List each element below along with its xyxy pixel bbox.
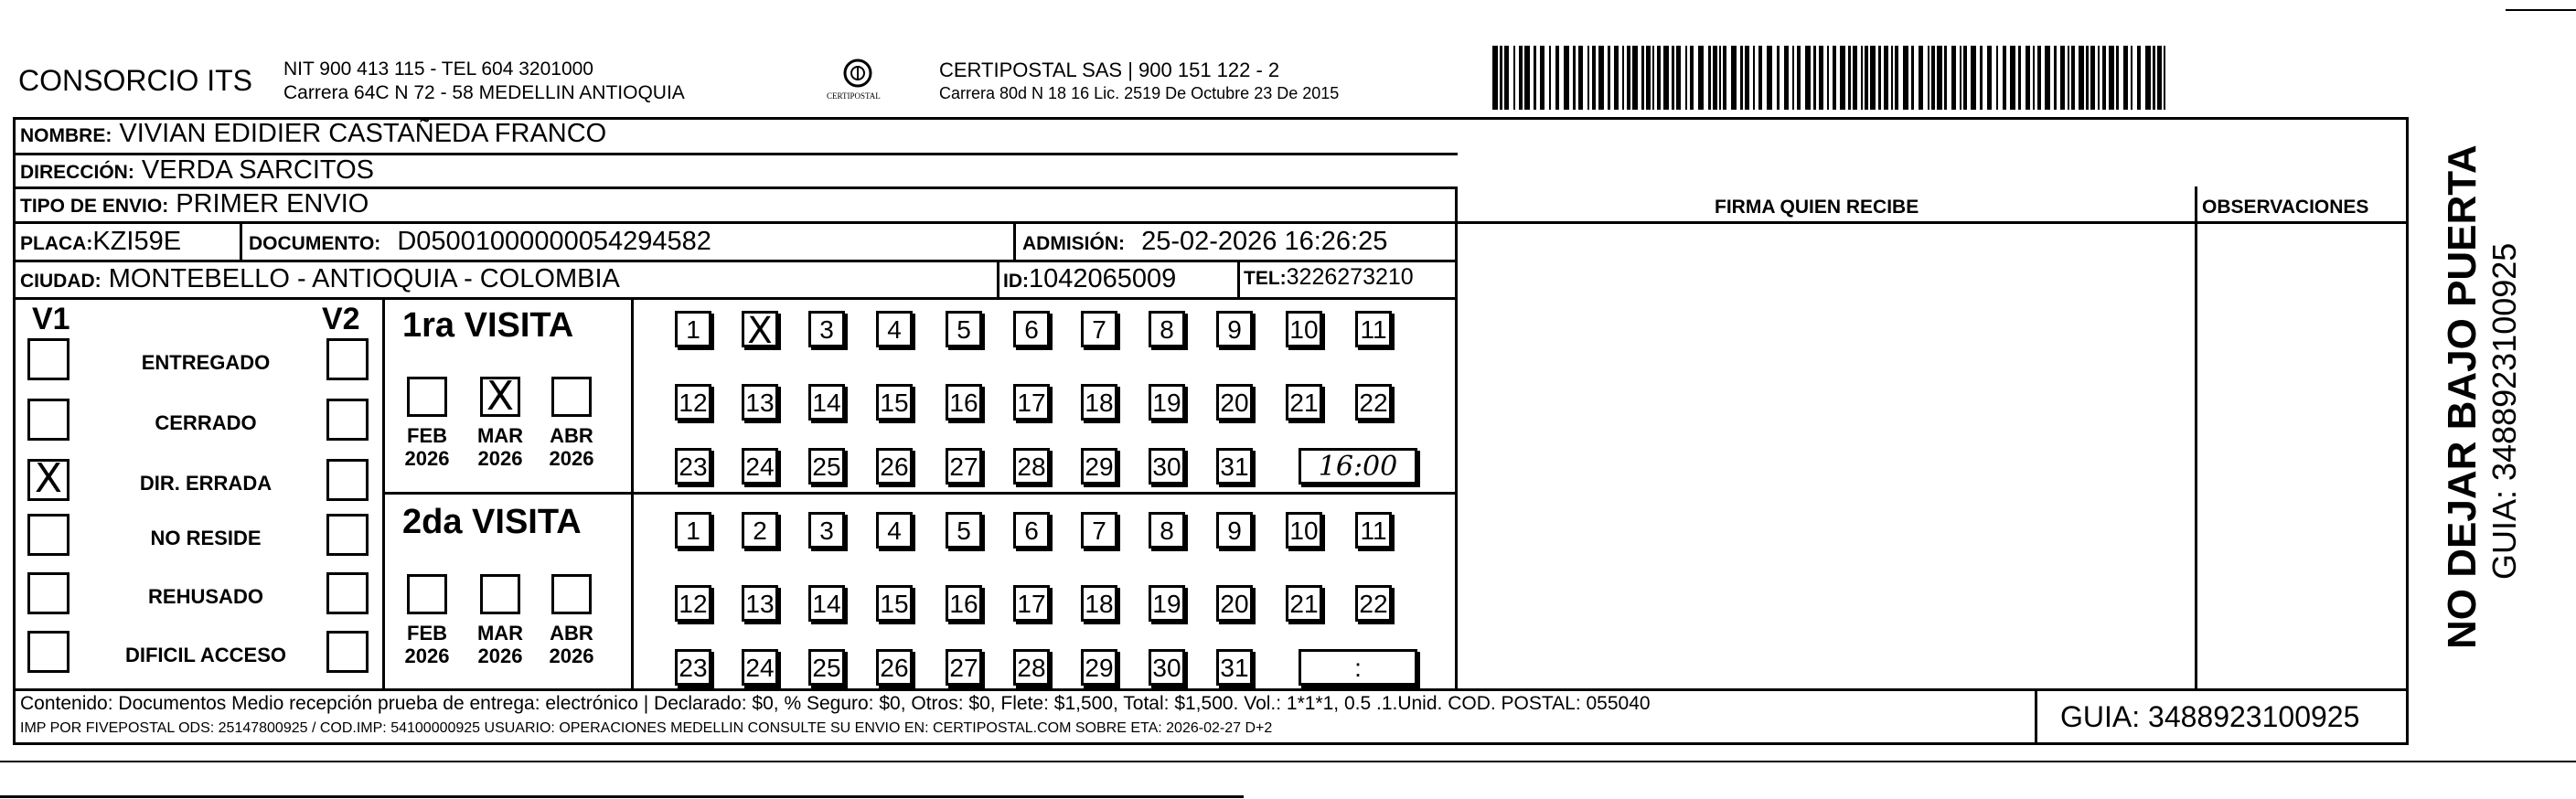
barcode-bar	[1987, 46, 1992, 110]
admision-row	[1022, 227, 1387, 257]
firma-label: FIRMA QUIEN RECIBE	[1715, 197, 1919, 218]
id-label: ID:	[1003, 271, 1029, 292]
day-box[interactable]: 2	[742, 512, 778, 549]
status-label: DIFICIL ACCESO	[124, 644, 286, 666]
day-box[interactable]: 15	[876, 384, 913, 421]
day-box[interactable]: 7	[1081, 311, 1117, 347]
barcode-bar	[1657, 46, 1661, 110]
barcode-bar	[1622, 46, 1624, 110]
barcode-bar	[1919, 46, 1923, 110]
barcode-bar	[1758, 46, 1762, 110]
barcode-bar	[1549, 46, 1551, 110]
barcode-bar	[1698, 46, 1704, 110]
barcode-bar	[1878, 46, 1881, 110]
barcode-bar	[1731, 46, 1737, 110]
tel-label: TEL:	[1244, 268, 1287, 289]
barcode-bar	[1513, 46, 1515, 110]
day-box[interactable]: 20	[1216, 585, 1253, 622]
barcode-bar	[1627, 46, 1630, 110]
day-box[interactable]: 22	[1355, 384, 1392, 421]
barcode-bar	[1819, 46, 1823, 110]
placa-label: PLACA:	[20, 233, 93, 254]
year-label: 2026	[404, 447, 450, 470]
barcode-bar	[2116, 46, 2119, 110]
barcode	[1492, 46, 2174, 110]
barcode-bar	[1663, 46, 1669, 110]
nombre-label: NOMBRE:	[20, 125, 112, 146]
barcode-bar	[1944, 46, 1947, 110]
day-box[interactable]: 24	[742, 649, 778, 686]
day-box[interactable]: 31	[1216, 649, 1253, 686]
day-box[interactable]: 10	[1286, 311, 1322, 347]
barcode-bar	[1672, 46, 1674, 110]
side-guia: GUIA: 3488923100925	[2485, 242, 2523, 580]
barcode-bar	[1641, 46, 1644, 110]
barcode-bar	[2071, 46, 2075, 110]
year-label: 2026	[404, 645, 450, 667]
day-box[interactable]: 31	[1216, 448, 1253, 485]
nombre-row	[20, 119, 606, 149]
barcode-bar	[1792, 46, 1794, 110]
ciudad-row	[20, 264, 620, 294]
tel-row	[1244, 264, 1414, 291]
status-label: DIR. ERRADA	[139, 472, 273, 495]
form-frame	[13, 117, 2409, 745]
day-box[interactable]: 12	[675, 384, 711, 421]
barcode-bar	[2153, 46, 2155, 110]
ciudad-label: CIUDAD:	[20, 271, 102, 292]
day-box[interactable]: 28	[1013, 649, 1050, 686]
documento-label: DOCUMENTO:	[249, 233, 381, 254]
barcode-bar	[2045, 46, 2050, 110]
barcode-bar	[1848, 46, 1851, 110]
day-box[interactable]: 30	[1149, 649, 1185, 686]
barcode-bar	[2026, 46, 2030, 110]
barcode-bar	[2068, 46, 2069, 110]
admision-value: 25-02-2026 16:26:25	[1141, 227, 1388, 256]
day-box[interactable]: 13	[742, 384, 778, 421]
status-label: NO RESIDE	[150, 527, 262, 549]
barcode-bar	[1767, 46, 1772, 110]
barcode-bar	[2123, 46, 2128, 110]
barcode-bar	[1713, 46, 1717, 110]
month-label: MAR	[476, 622, 524, 645]
barcode-bar	[1937, 46, 1942, 110]
barcode-bar	[1740, 46, 1743, 110]
v1-checkbox[interactable]: X	[27, 459, 69, 501]
barcode-bar	[1632, 46, 1638, 110]
tipo-label: TIPO DE ENVIO:	[20, 196, 169, 217]
barcode-bar	[2079, 46, 2084, 110]
barcode-bar	[2090, 46, 2095, 110]
day-box[interactable]: 18	[1081, 384, 1117, 421]
first-visit-title: 1ra VISITA	[402, 306, 574, 345]
barcode-bar	[1951, 46, 1956, 110]
barcode-bar	[1784, 46, 1789, 110]
day-box[interactable]: 22	[1355, 585, 1392, 622]
v2-checkbox[interactable]	[326, 631, 369, 673]
barcode-bar	[1690, 46, 1694, 110]
logo-caption: CERTIPOSTAL	[827, 91, 881, 101]
company-nit: NIT 900 413 115 - TEL 604 3201000	[283, 59, 593, 80]
day-box[interactable]: 5	[946, 311, 982, 347]
day-box[interactable]: X	[742, 311, 778, 347]
barcode-bar	[1745, 46, 1749, 110]
status-label: REHUSADO	[148, 585, 263, 608]
month-checkbox[interactable]	[551, 574, 592, 614]
barcode-bar	[1723, 46, 1726, 110]
day-box[interactable]: 3	[808, 512, 845, 549]
barcode-bar	[1865, 46, 1868, 110]
v1-checkbox[interactable]	[27, 572, 69, 614]
month-label: ABR	[550, 424, 593, 447]
barcode-bar	[1719, 46, 1721, 110]
day-box[interactable]: 4	[876, 512, 913, 549]
certipostal-logo	[827, 55, 885, 108]
barcode-bar	[2054, 46, 2057, 110]
day-box[interactable]: 11	[1355, 512, 1392, 549]
day-box[interactable]: 19	[1149, 585, 1185, 622]
month-checkbox[interactable]	[551, 377, 592, 417]
barcode-bar	[2033, 46, 2035, 110]
barcode-bar	[1971, 46, 1976, 110]
barcode-bar	[1708, 46, 1711, 110]
barcode-bar	[2102, 46, 2106, 110]
day-box[interactable]: 8	[1149, 512, 1185, 549]
day-box[interactable]: 18	[1081, 585, 1117, 622]
day-box[interactable]: 5	[946, 512, 982, 549]
day-box[interactable]: 7	[1081, 512, 1117, 549]
ciudad-value: MONTEBELLO - ANTIOQUIA - COLOMBIA	[108, 264, 620, 293]
day-box[interactable]: 25	[808, 649, 845, 686]
day-box[interactable]: 21	[1286, 585, 1322, 622]
corner-rule	[2506, 9, 2576, 11]
barcode-bar	[2037, 46, 2041, 110]
v2-checkbox[interactable]	[326, 459, 369, 501]
direccion-row	[20, 155, 374, 186]
side-warning: NO DEJAR BAJO PUERTA	[2440, 144, 2485, 649]
second-visit-title: 2da VISITA	[402, 503, 582, 541]
month-checkbox[interactable]	[407, 377, 447, 417]
barcode-bar	[1963, 46, 1967, 110]
barcode-bar	[2098, 46, 2100, 110]
barcode-bar	[1504, 46, 1509, 110]
day-box[interactable]: 20	[1216, 384, 1253, 421]
day-box[interactable]: 25	[808, 448, 845, 485]
barcode-bar	[1646, 46, 1651, 110]
barcode-bar	[2137, 46, 2141, 110]
day-box[interactable]: 27	[946, 448, 982, 485]
day-box[interactable]: 30	[1149, 448, 1185, 485]
day-box[interactable]: 16	[946, 585, 982, 622]
day-box[interactable]: 11	[1355, 311, 1392, 347]
barcode-bar	[2060, 46, 2065, 110]
day-box[interactable]: 6	[1013, 512, 1050, 549]
day-box[interactable]: 14	[808, 585, 845, 622]
nombre-value: VIVIAN EDIDIER CASTAÑEDA FRANCO	[119, 119, 607, 148]
barcode-bar	[1540, 46, 1545, 110]
barcode-bar	[1931, 46, 1935, 110]
barcode-bar	[1928, 46, 1929, 110]
day-box[interactable]: 29	[1081, 649, 1117, 686]
tipo-value: PRIMER ENVIO	[176, 189, 369, 218]
day-box[interactable]: 9	[1216, 512, 1253, 549]
footer-guia: GUIA: 3488923100925	[2060, 700, 2360, 733]
day-box[interactable]: 6	[1013, 311, 1050, 347]
day-box[interactable]: 17	[1013, 384, 1050, 421]
year-label: 2026	[549, 645, 594, 667]
v2-checkbox[interactable]	[326, 514, 369, 556]
month-label: ABR	[550, 622, 593, 645]
carrier-name: CERTIPOSTAL SAS | 900 151 122 - 2	[939, 59, 1280, 81]
barcode-bar	[1797, 46, 1801, 110]
day-box[interactable]: 17	[1013, 585, 1050, 622]
barcode-bar	[1676, 46, 1681, 110]
barcode-bar	[2003, 46, 2006, 110]
month-checkbox[interactable]	[407, 574, 447, 614]
barcode-bar	[1827, 46, 1829, 110]
admision-label: ADMISIÓN:	[1022, 233, 1125, 254]
month-checkbox[interactable]	[480, 574, 520, 614]
id-row	[1003, 264, 1176, 294]
barcode-bar	[1903, 46, 1908, 110]
barcode-bar	[1598, 46, 1604, 110]
barcode-bar	[1573, 46, 1576, 110]
direccion-label: DIRECCIÓN:	[20, 162, 134, 183]
tel-value: 3226273210	[1286, 264, 1414, 290]
v2-checkbox[interactable]	[326, 572, 369, 614]
barcode-bar	[1652, 46, 1654, 110]
barcode-bar	[1555, 46, 1559, 110]
barcode-bar	[2157, 46, 2162, 110]
id-value: 1042065009	[1029, 264, 1177, 293]
barcode-bar	[1895, 46, 1898, 110]
v2-label: V2	[322, 302, 360, 336]
barcode-bar	[1884, 46, 1888, 110]
barcode-bar	[1861, 46, 1863, 110]
month-label: MAR	[476, 424, 524, 447]
tipo-row	[20, 189, 369, 219]
carrier-license: Carrera 80d N 18 16 Lic. 2519 De Octubre 23 De 2015	[939, 84, 1340, 102]
barcode-bar	[2010, 46, 2015, 110]
year-label: 2026	[477, 645, 523, 667]
barcode-bar	[1891, 46, 1893, 110]
day-box[interactable]: 4	[876, 311, 913, 347]
footer-contenido: Contenido: Documentos Medio recepción prueba de entrega: electrónico | Declarado: $0, % Seguro: $0, Otros: $0, Flete: $1,500, Total: $1,500. Vol.: 1*1*1, 0.5 .1.Unid. COD. POSTAL: 055040	[20, 693, 1651, 714]
day-box[interactable]: 23	[675, 448, 711, 485]
month-label: FEB	[407, 424, 447, 447]
direccion-value: VERDA SARCITOS	[141, 155, 374, 185]
barcode-bar	[1805, 46, 1811, 110]
day-box[interactable]: 23	[675, 649, 711, 686]
barcode-bar	[2109, 46, 2114, 110]
barcode-bar	[1492, 46, 1498, 110]
day-box[interactable]: 8	[1149, 311, 1185, 347]
day-box[interactable]: 12	[675, 585, 711, 622]
day-box[interactable]: 21	[1286, 384, 1322, 421]
day-box[interactable]: 28	[1013, 448, 1050, 485]
barcode-bar	[1980, 46, 1983, 110]
observaciones-label: OBSERVACIONES	[2202, 197, 2369, 218]
day-box[interactable]: 1	[675, 311, 711, 347]
barcode-bar	[1587, 46, 1589, 110]
barcode-bar	[1911, 46, 1914, 110]
bottom-stub-rule	[0, 795, 1244, 798]
day-box[interactable]: 26	[876, 448, 913, 485]
day-box[interactable]: 24	[742, 448, 778, 485]
day-box[interactable]: 10	[1286, 512, 1322, 549]
status-label: ENTREGADO	[141, 351, 271, 374]
barcode-bar	[1833, 46, 1836, 110]
v1-checkbox[interactable]	[27, 338, 69, 380]
barcode-bar	[1870, 46, 1876, 110]
barcode-bar	[2131, 46, 2132, 110]
time-box[interactable]: :	[1299, 649, 1417, 686]
barcode-bar	[2018, 46, 2021, 110]
barcode-bar	[2164, 46, 2165, 110]
month-label: FEB	[407, 622, 447, 645]
v1-checkbox[interactable]	[27, 399, 69, 441]
day-box[interactable]: 16	[946, 384, 982, 421]
barcode-bar	[1996, 46, 1998, 110]
month-checkbox[interactable]: X	[480, 377, 520, 417]
barcode-bar	[1777, 46, 1780, 110]
barcode-bar	[1519, 46, 1523, 110]
barcode-bar	[1840, 46, 1845, 110]
documento-row	[249, 227, 711, 257]
day-box[interactable]: 26	[876, 649, 913, 686]
v1-checkbox[interactable]	[27, 631, 69, 673]
footer-imp: IMP POR FIVEPOSTAL ODS: 25147800925 / COD.IMP: 54100000925 USUARIO: OPERACIONES MEDELLIN CONSULTE SU ENVIO EN: CERTIPOSTAL.COM SOBRE ETA: 2026-02-27 D+2	[20, 720, 1273, 736]
barcode-bar	[1564, 46, 1569, 110]
day-box[interactable]: 19	[1149, 384, 1185, 421]
year-label: 2026	[549, 447, 594, 470]
barcode-bar	[1534, 46, 1536, 110]
barcode-bar	[1578, 46, 1583, 110]
day-box[interactable]: 29	[1081, 448, 1117, 485]
company-name: CONSORCIO ITS	[18, 64, 253, 97]
day-box[interactable]: 1	[675, 512, 711, 549]
placa-value: KZI59E	[92, 227, 182, 256]
barcode-bar	[1685, 46, 1687, 110]
barcode-bar	[1614, 46, 1619, 110]
barcode-bar	[1853, 46, 1857, 110]
barcode-bar	[2145, 46, 2151, 110]
barcode-bar	[1608, 46, 1610, 110]
barcode-bar	[1592, 46, 1596, 110]
day-box[interactable]: 3	[808, 311, 845, 347]
day-box[interactable]: 27	[946, 649, 982, 686]
day-box[interactable]: 13	[742, 585, 778, 622]
v2-checkbox[interactable]	[326, 399, 369, 441]
barcode-bar	[1500, 46, 1502, 110]
v1-label: V1	[32, 302, 70, 336]
v2-checkbox[interactable]	[326, 338, 369, 380]
placa-row	[20, 227, 181, 257]
day-box[interactable]: 15	[876, 585, 913, 622]
day-box[interactable]: 14	[808, 384, 845, 421]
barcode-bar	[1960, 46, 1961, 110]
barcode-bar	[1813, 46, 1816, 110]
bottom-rule	[0, 761, 2576, 762]
day-box[interactable]: 9	[1216, 311, 1253, 347]
time-box[interactable]: 16:00	[1299, 448, 1417, 485]
barcode-bar	[1753, 46, 1755, 110]
barcode-bar	[1524, 46, 1530, 110]
v1-checkbox[interactable]	[27, 514, 69, 556]
documento-value: D05001000000054294582	[397, 227, 711, 256]
barcode-bar	[2086, 46, 2089, 110]
status-label: CERRADO	[155, 411, 257, 434]
company-address: Carrera 64C N 72 - 58 MEDELLIN ANTIOQUIA	[283, 82, 685, 103]
year-label: 2026	[477, 447, 523, 470]
